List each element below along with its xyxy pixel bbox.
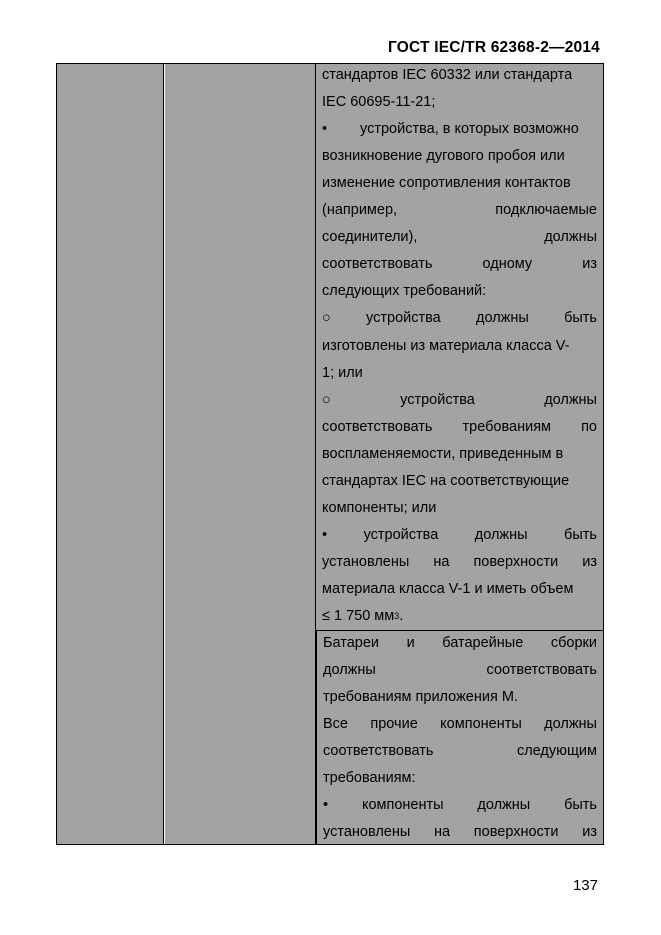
text-line [323,738,597,765]
text-word: соединители), [322,229,418,246]
text-line: требованиям приложения М. [323,689,518,706]
text-word: соответствовать [322,418,433,435]
text-line: стандартах IEC на соответствующие [322,472,570,489]
text-word: соответствовать [323,743,434,760]
text-word: требованиям [462,418,552,435]
text-word: батарейные [442,635,524,651]
text-word: Батареи [323,635,380,651]
text-line [322,549,597,576]
text-word: (например, [322,202,398,219]
text-word: следующим [516,743,597,760]
volume-value: ≤ 1 750 мм [322,608,395,624]
text-word: должны [323,662,376,679]
table-column-1 [57,64,164,844]
text-line [323,792,597,819]
text-word: сборки [550,635,597,651]
text-word: и [406,635,415,651]
text-word: должны [474,526,528,543]
text-word: • [323,797,329,814]
text-line [323,657,597,684]
text-word: • [322,526,328,543]
text-word: поверхности [473,824,559,841]
text-word: должны [544,716,597,733]
text-word: быть [564,526,597,543]
text-line: требованиям: [323,770,416,787]
text-word: компоненты [440,716,522,733]
text-line: стандартов IEC 60332 или стандарта [322,67,573,83]
text-line: компоненты; или [322,499,437,516]
text-word: из [582,824,597,841]
text-line [323,711,597,738]
text-word: быть [564,797,597,814]
table-column-3 [316,64,604,844]
text-word: прочие [370,716,418,733]
table-cell-batteries [316,630,604,844]
text-line-volume [322,603,597,630]
page-number: 137 [572,877,598,894]
text-line: материала класса V-1 и иметь объем [322,580,574,597]
text-word: из [582,256,597,273]
text-line: IEC 60695-11-21; [322,94,436,111]
text-line: следующих требований: [322,283,487,300]
text-word: соответствовать [322,256,433,273]
text-word: устройства, в которых возможно [360,121,579,138]
volume-end: . [399,608,404,624]
text-word: компоненты [361,797,444,814]
text-word: установлены [323,824,411,841]
requirements-table [56,63,604,845]
text-line [322,224,597,251]
text-word: устройства [400,391,475,408]
text-line: воспламеняемости, приведенным в [322,445,564,462]
text-word: должны [476,310,529,327]
text-word: установлены [322,553,410,570]
text-line [323,819,597,846]
text-word: соответствовать [486,662,597,679]
text-line [322,522,597,549]
text-word: подключаемые [495,202,597,219]
text-line: изменение сопротивления контактов [322,175,571,192]
text-line: возникновение дугового пробоя или [322,148,565,165]
text-word: одному [482,256,533,273]
text-word: из [582,553,597,570]
text-line: изготовлены из материала класса V- [322,337,570,354]
volume-superscript: 3 [394,611,400,621]
text-word: ○ [322,310,331,327]
text-line [322,305,597,332]
table-column-2 [165,64,316,844]
text-word: быть [564,310,597,327]
text-word: должны [544,391,597,408]
text-word: должны [544,229,597,246]
text-line [322,116,597,143]
text-line [322,414,597,441]
text-word: по [581,418,597,435]
text-word: должны [477,797,531,814]
text-line [322,387,597,414]
text-word: на [434,824,451,841]
text-line [322,251,597,278]
bullet-marker: • [322,121,328,138]
text-line [322,197,597,224]
text-word: на [433,553,450,570]
text-line [323,630,597,657]
text-word: устройства [366,310,441,327]
text-word: ○ [322,391,331,408]
text-line: 1; или [322,364,363,381]
text-word: устройства [363,526,439,543]
text-word: поверхности [473,553,559,570]
document-header: ГОСТ IEC/TR 62368-2—2014 [388,39,600,56]
text-word: Все [323,716,348,733]
table-cell-requirements-continued [316,64,604,630]
